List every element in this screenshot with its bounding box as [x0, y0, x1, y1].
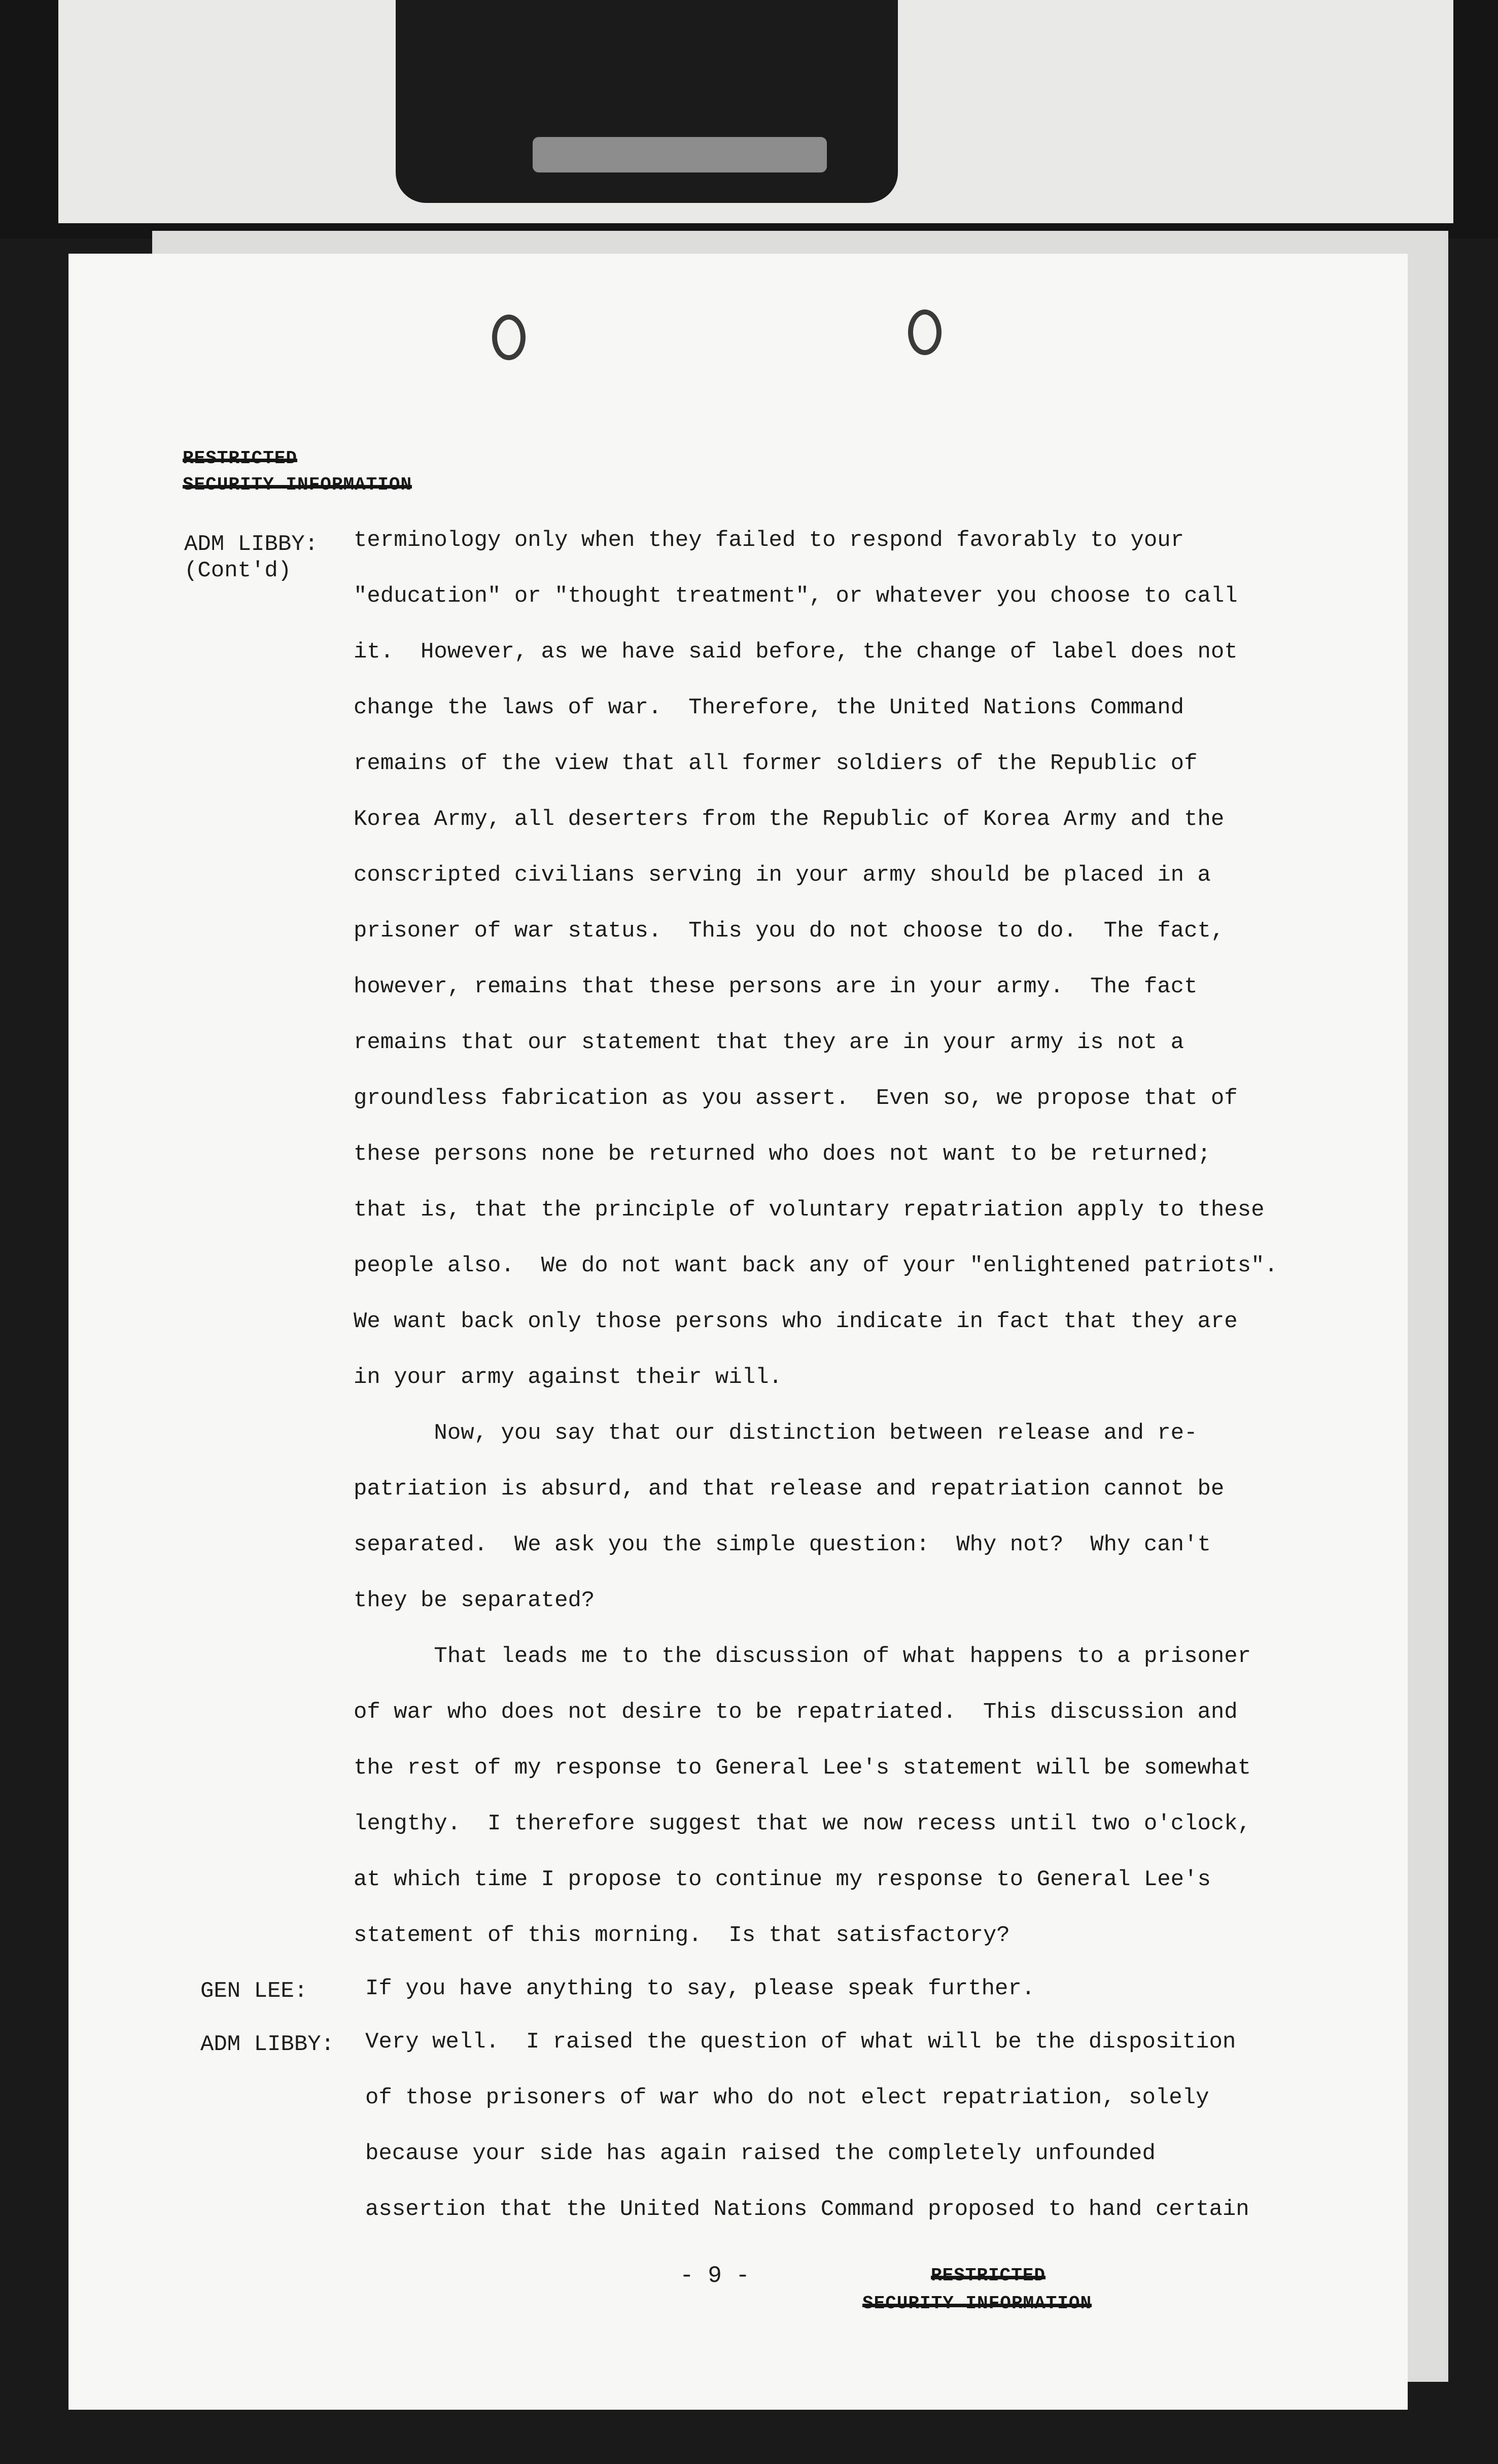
text-line: in your army against their will. — [354, 1365, 782, 1390]
text-line: statement of this morning. Is that satisfactory? — [354, 1923, 1010, 1948]
binder-clip — [396, 0, 898, 203]
text-line: it. However, as we have said before, the change of label does not — [354, 639, 1238, 665]
text-line: "education" or "thought treatment", or whatever you choose to call — [354, 583, 1238, 609]
text-line: assertion that the United Nations Command proposed to hand certain — [365, 2197, 1249, 2222]
footer-stamp-restricted: RESTRICTED — [931, 2265, 1046, 2286]
text-line: because your side has again raised the completely unfounded — [365, 2141, 1156, 2166]
header-stamp-security: SECURITY INFORMATION — [183, 474, 412, 495]
text-line: If you have anything to say, please speak further. — [365, 1976, 1035, 2001]
punch-hole-right — [908, 309, 942, 355]
text-line: however, remains that these persons are in your army. The fact — [354, 974, 1198, 999]
text-line: Very well. I raised the question of what will be the disposition — [365, 2029, 1236, 2055]
text-line: groundless fabrication as you assert. Even so, we propose that of — [354, 1086, 1238, 1111]
header-stamp-restricted: RESTRICTED — [183, 448, 298, 469]
footer-stamp-security: SECURITY INFORMATION — [862, 2293, 1092, 2314]
text-line: lengthy. I therefore suggest that we now recess until two o'clock, — [354, 1811, 1251, 1836]
speaker-label: ADM LIBBY: — [200, 2032, 335, 2057]
speaker-label: GEN LEE: — [200, 1979, 308, 2004]
text-line: at which time I propose to continue my response to General Lee's — [354, 1867, 1211, 1892]
text-line: these persons none be returned who does not want to be returned; — [354, 1141, 1211, 1167]
page-number: - 9 - — [680, 2263, 750, 2289]
text-line: separated. We ask you the simple question: Why not? Why can't — [354, 1532, 1211, 1557]
text-line: Korea Army, all deserters from the Republic of Korea Army and the — [354, 807, 1225, 832]
text-line: remains that our statement that they are in your army is not a — [354, 1030, 1185, 1055]
text-line: that is, that the principle of voluntary repatriation apply to these — [354, 1197, 1265, 1223]
text-line: conscripted civilians serving in your army should be placed in a — [354, 862, 1211, 888]
binder-clip-label — [533, 137, 827, 172]
text-line: remains of the view that all former soldiers of the Republic of — [354, 751, 1198, 776]
document-page — [68, 254, 1408, 2410]
text-line: they be separated? — [354, 1588, 595, 1613]
text-line: patriation is absurd, and that release and repatriation cannot be — [354, 1476, 1225, 1502]
text-line: That leads me to the discussion of what happens to a prisoner — [354, 1644, 1251, 1669]
text-line: the rest of my response to General Lee's statement will be somewhat — [354, 1755, 1251, 1781]
speaker-continued-label: (Cont'd) — [184, 558, 292, 583]
text-line: change the laws of war. Therefore, the United Nations Command — [354, 695, 1185, 720]
text-line: prisoner of war status. This you do not choose to do. The fact, — [354, 918, 1225, 944]
punch-hole-left — [492, 315, 526, 360]
text-line: We want back only those persons who indicate in fact that they are — [354, 1309, 1238, 1334]
text-line: people also. We do not want back any of your "enlightened patriots". — [354, 1253, 1278, 1278]
text-line: Now, you say that our distinction between release and re- — [354, 1420, 1198, 1446]
text-line: of war who does not desire to be repatriated. This discussion and — [354, 1699, 1238, 1725]
text-line: terminology only when they failed to respond favorably to your — [354, 528, 1185, 553]
text-line: of those prisoners of war who do not elect repatriation, solely — [365, 2085, 1209, 2110]
speaker-label: ADM LIBBY: — [184, 532, 319, 557]
